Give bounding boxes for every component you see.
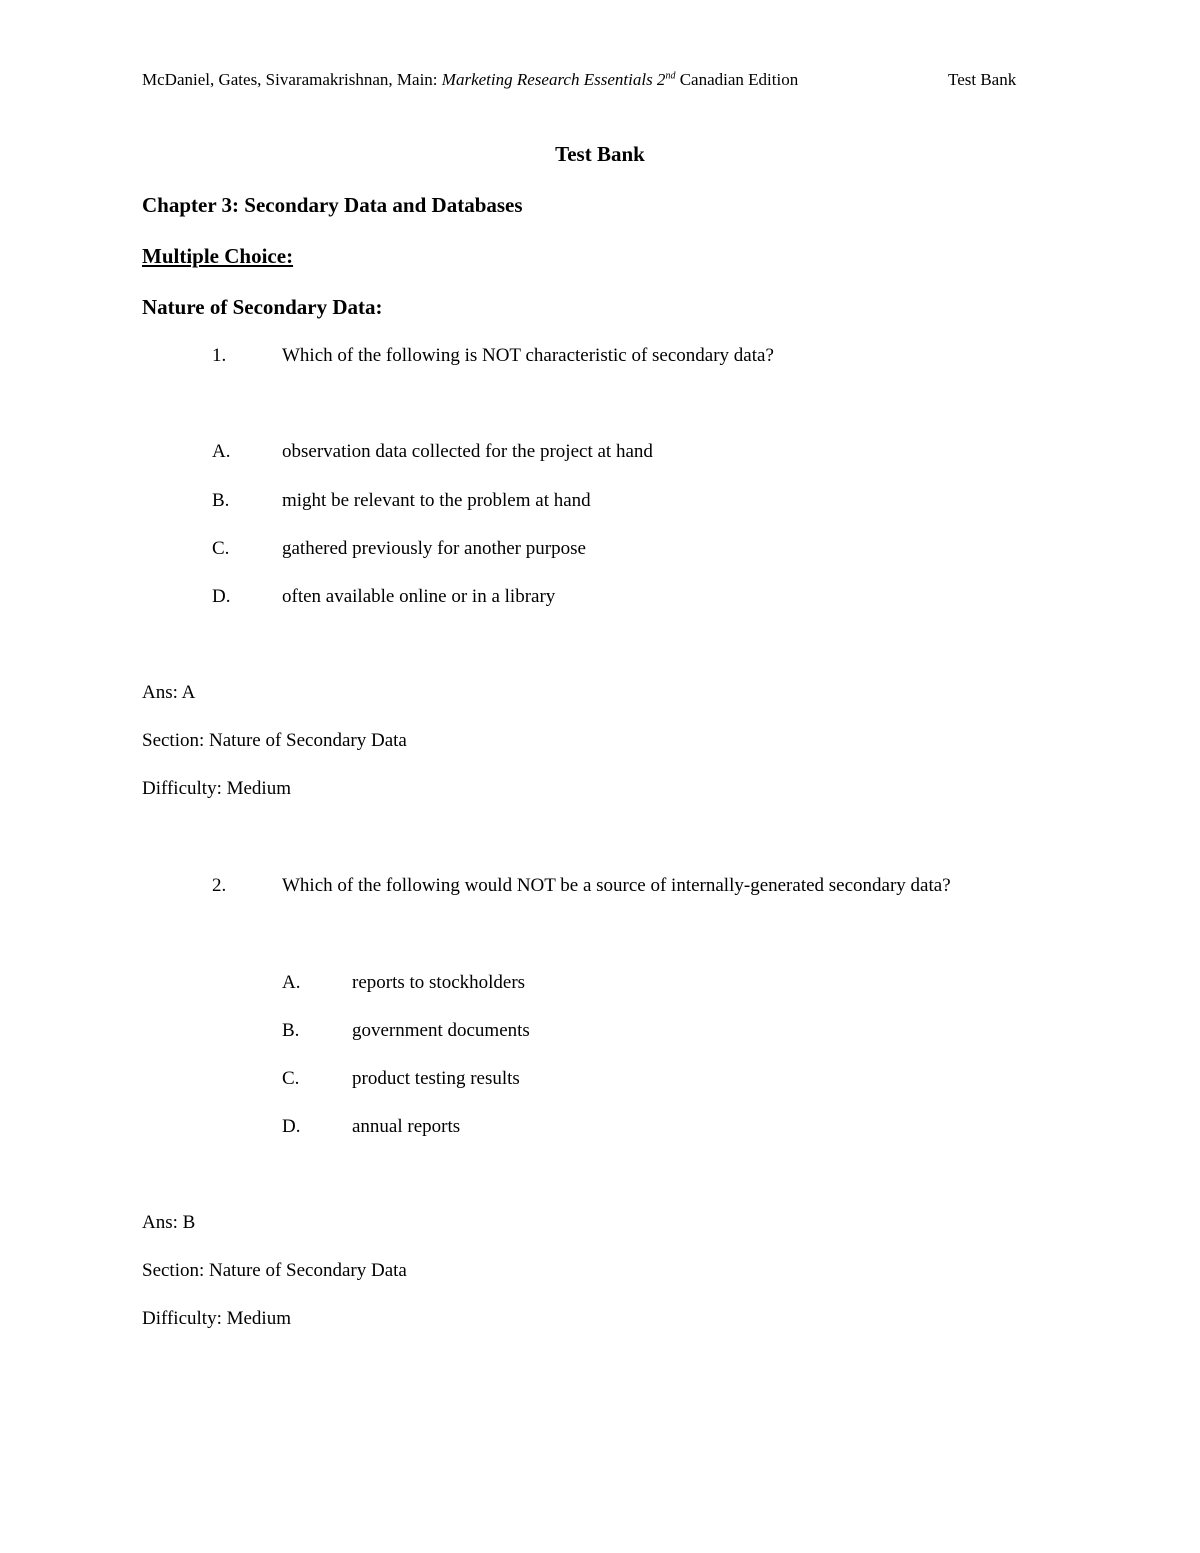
option-text: observation data collected for the project at hand [282, 441, 653, 462]
option-letter: D. [282, 1116, 301, 1137]
topic-heading: Nature of Secondary Data: [142, 295, 383, 319]
answer-line: Ans: B [142, 1212, 196, 1233]
option-text: product testing results [352, 1068, 520, 1089]
option-letter: C. [282, 1068, 300, 1089]
difficulty-line: Difficulty: Medium [142, 778, 291, 799]
question-number: 1. [212, 345, 227, 366]
page-title: Test Bank [555, 142, 645, 166]
section-line: Section: Nature of Secondary Data [142, 1260, 407, 1281]
header-book-title: Marketing Research Essentials 2 [441, 70, 666, 89]
running-header-citation [142, 70, 798, 90]
option-text: might be relevant to the problem at hand [282, 490, 591, 511]
header-authors: McDaniel, Gates, Sivaramakrishnan, Main: [142, 70, 438, 89]
section-line: Section: Nature of Secondary Data [142, 730, 407, 751]
answer-line: Ans: A [142, 682, 196, 703]
option-letter: A. [212, 441, 231, 462]
option-text: annual reports [352, 1116, 461, 1137]
difficulty-line: Difficulty: Medium [142, 1308, 291, 1329]
option-text: often available online or in a library [282, 586, 556, 607]
option-text: reports to stockholders [352, 972, 526, 993]
question-text: Which of the following would NOT be a source of internally-generated secondary data? [282, 875, 951, 896]
option-letter: D. [212, 586, 231, 607]
question-number: 2. [212, 875, 227, 896]
chapter-heading: Chapter 3: Secondary Data and Databases [142, 193, 523, 217]
option-letter: B. [212, 490, 230, 511]
header-edition-superscript: nd [665, 70, 676, 82]
section-type-heading: Multiple Choice: [142, 244, 294, 268]
running-header-label: Test Bank [948, 70, 1017, 89]
option-text: gathered previously for another purpose [282, 538, 586, 559]
header-edition: Canadian Edition [679, 70, 799, 89]
option-letter: B. [282, 1020, 300, 1041]
option-text: government documents [352, 1020, 530, 1041]
option-letter: C. [212, 538, 230, 559]
option-letter: A. [282, 972, 301, 993]
question-text: Which of the following is NOT characteristic of secondary data? [282, 345, 774, 366]
